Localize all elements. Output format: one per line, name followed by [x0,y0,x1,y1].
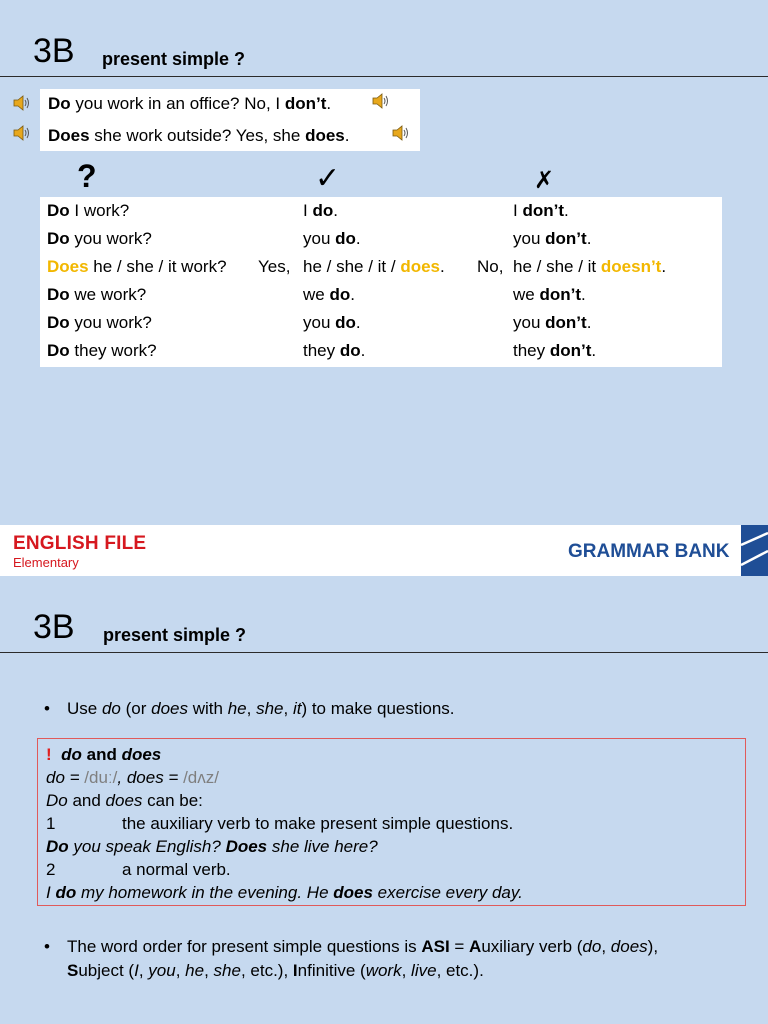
cross-header: ✗ [534,166,555,194]
positive-cell: you do. [303,229,361,248]
negative-cell: you don’t. [513,313,592,332]
negative-cell: I don’t. [513,201,569,220]
note-pronunciation: do = /duː/, does = /dʌz/ [46,768,219,787]
do-does-note-box [37,738,746,906]
table-row: Do I work? [47,201,130,220]
table-row: Do we work? [47,285,147,304]
negative-cell: he / she / it doesn’t. [513,257,667,276]
table-row: Do they work? [47,341,157,360]
speaker-icon[interactable] [371,91,391,111]
note-text-2: a normal verb. [122,860,231,879]
positive-cell: you do. [303,313,361,332]
bullet-word-order-line2: Subject (I, you, he, she, etc.), Infinitive (work, live, etc.). [67,961,484,980]
negative-cell: we don’t. [513,285,586,304]
positive-cell: we do. [303,285,355,304]
tick-header: ✓ [315,161,341,196]
slide1-divider [0,76,768,77]
slide1-subtitle: present simple ? [102,49,246,69]
slide2-divider [0,652,768,653]
grammar-bank-label: GRAMMAR BANK [568,541,730,562]
bullet-dot: • [44,699,50,718]
bullet-dot: • [44,937,50,956]
note-number-1: 1 [46,814,56,833]
positive-cell: he / she / it / does. [303,257,445,276]
speaker-icon[interactable] [12,123,32,143]
negative-cell: you don’t. [513,229,592,248]
note-title: ! do and does [46,745,162,764]
note-example-2: I do my homework in the evening. He does exercise every day. [46,883,523,902]
banner-stripe [741,525,768,576]
level-label: Elementary [13,555,79,570]
example-1: Do you work in an office? No, I don’t. [48,94,332,113]
slide2-code: 3B [33,608,75,646]
example-2: Does she work outside? Yes, she does. [48,126,350,145]
slide2-subtitle: present simple ? [103,625,247,645]
question-header: ? [77,158,97,194]
table-row: Do you work? [47,229,152,248]
negative-cell: they don’t. [513,341,597,360]
speaker-icon[interactable] [391,123,411,143]
speaker-icon[interactable] [12,93,32,113]
bullet-use-do: Use do (or does with he, she, it) to make questions. [67,699,455,718]
brand-logo: ENGLISH FILE [13,533,147,554]
table-row: Do you work? [47,313,152,332]
yes-label: Yes, [258,257,291,276]
bullet-word-order-line1: The word order for present simple questions is ASI = Auxiliary verb (do, does), [67,937,659,956]
positive-cell: I do. [303,201,338,220]
note-example-1: Do you speak English? Does she live here? [46,837,378,856]
no-label: No, [477,257,504,276]
positive-cell: they do. [303,341,366,360]
conjugation-table [40,197,722,367]
slide1-code: 3B [33,32,75,70]
note-can-be: Do and does can be: [46,791,203,810]
note-text-1: the auxiliary verb to make present simple questions. [122,814,514,833]
note-number-2: 2 [46,860,56,879]
table-row: Does he / she / it work? [47,257,227,276]
